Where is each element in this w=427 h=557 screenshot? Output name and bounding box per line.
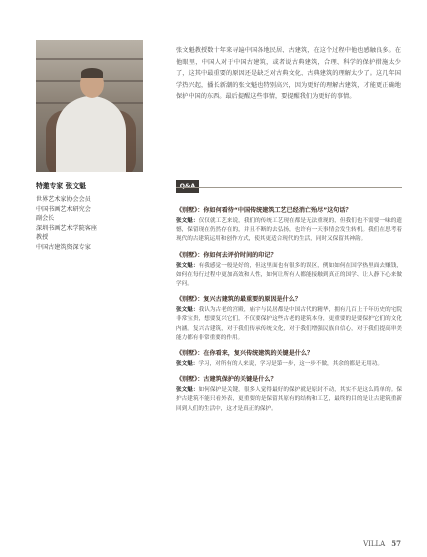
answer: [176, 262, 402, 290]
magazine-name: VILLA: [363, 540, 386, 548]
expert-role: 副会长: [36, 215, 55, 223]
answer-text: 学习，对所有的人来说，学习是第一步，这一步不做，其余的都是无用功。: [198, 361, 383, 368]
page-footer: [363, 539, 401, 548]
expert-role: 中国古建筑资深专家: [36, 243, 91, 251]
portrait-photo: [36, 40, 143, 172]
expert-role: 教授: [36, 234, 49, 242]
expert-name: 特邀专家 张文魁: [36, 182, 86, 190]
answer-speaker: 张文魁：: [176, 387, 199, 394]
answer: [176, 386, 402, 414]
question: 《别墅》：古建筑保护的关键是什么？: [176, 376, 277, 384]
answer-speaker: 张文魁：: [176, 361, 199, 368]
intro-paragraph: 张文魁教授数十年来寻遍中国各地民居、古建筑，在这个过程中他也感触良多。在他眼里，中国人对于中国古建筑，或者说古典建筑，合理、科学的保护措施太少了，这其中最重要的原因还是缺乏对古典文化、古典建筑的理解太少了。这几年国学热兴起，播长新潮的张文魁也特别高兴，因为更好的理解古建筑，才能更正确地保护中国的东西。最后提醒这些事情，要提醒我们为更好的事情。: [176, 47, 401, 101]
expert-role: 深圳书画艺术学院客座: [36, 224, 97, 232]
answer-text: 如何保护是关键，很多人觉得最好的保护就是原封不动，其实不是这么简单的。保护古建筑不能只看外表，更重要的是保留其原有的结构和工艺，最终的目的是让古建筑重新回到人们的生活中，这才是真正的保护。: [176, 387, 402, 412]
answer-text: 有我感觉一般是好的，但这里面也有很多的误区，例如如何在国学热里面去赚钱，如何在每行过程中更加高效和人性，如何让所有人都能接触到真正的国学、让人静下心来做学问。: [176, 262, 402, 288]
answer-text: 仅仅就工艺来说，我们的传统工艺现在都是无法重现的，但我们也不需要一味的遗憾，保留现在仍然存在的，并且不断的去弘扬，也许有一天事情会发生转机。我们在思考着现代的古建筑运用和创作方式，使其更适合现代的生活，同时又保留其神韵。: [176, 218, 402, 243]
qa-section: [176, 206, 402, 420]
question: 《别墅》：你如何看待“中国传统建筑工艺已经消亡殆尽”这句话？: [176, 207, 352, 214]
question: 《别墅》：你如何去评价时间的印记？: [176, 251, 277, 259]
qa-item: [176, 349, 402, 369]
page-number: 57: [391, 539, 401, 548]
answer-speaker: 张文魁：: [176, 262, 199, 269]
qa-divider: [176, 187, 402, 188]
qa-item: [176, 251, 402, 290]
question: 《别墅》：在你看来，复兴传统建筑的关键是什么？: [176, 350, 314, 358]
answer-speaker: 张文魁：: [176, 218, 199, 224]
answer-speaker: 张文魁：: [176, 307, 199, 314]
expert-role: 中国书画艺术研究会: [36, 205, 91, 213]
answer: [176, 217, 402, 245]
question: 《别墅》：复兴古建筑的最重要的原因是什么？: [176, 296, 301, 304]
qa-item: [176, 295, 402, 343]
answer-text: 我认为古老的宫殿，庙宇与民居都是中国古代的精华，拥有几百上千年历史的宅院非常宝贵，想要复兴它们，不仅要保护这些古老的建筑本身，更重要的是要保护它们的文化内涵。复兴古建筑，对于我们传承传统文化，对于我们增强民族自信心，对于我们提高审美能力都有非常重要的作用。: [176, 307, 402, 341]
expert-role: 世界艺术家协会会员: [36, 196, 91, 203]
answer: [176, 306, 402, 343]
expert-caption: [36, 180, 146, 253]
qa-item: [176, 206, 402, 245]
answer: [176, 360, 402, 369]
qa-item: [176, 375, 402, 414]
